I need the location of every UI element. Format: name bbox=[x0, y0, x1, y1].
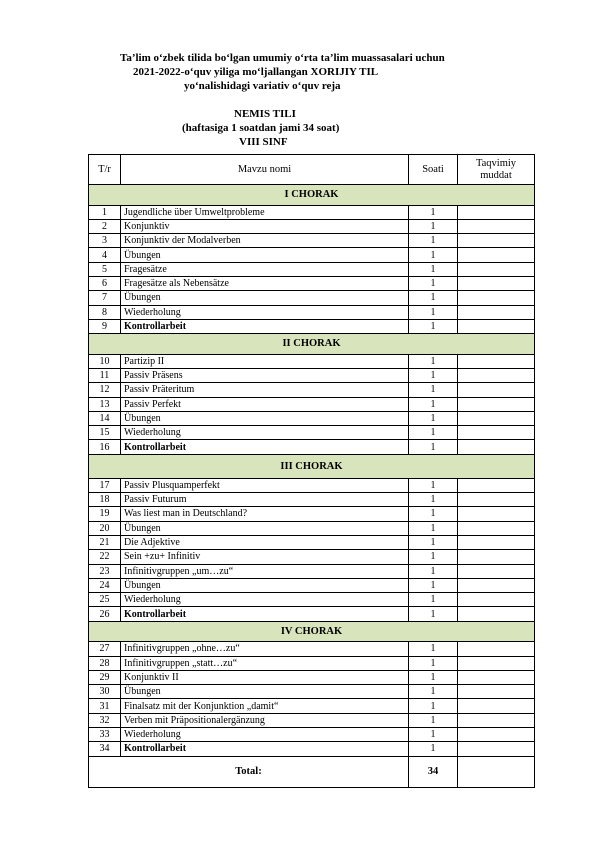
row-number: 22 bbox=[89, 550, 121, 564]
table-row bbox=[89, 478, 535, 492]
table-row bbox=[89, 670, 535, 684]
header-line-3: yo‘nalishidagi variativ o‘quv reja bbox=[184, 80, 341, 92]
row-number: 25 bbox=[89, 593, 121, 607]
table-row bbox=[89, 248, 535, 262]
section-header-row bbox=[89, 621, 535, 642]
total-value: 34 bbox=[409, 756, 458, 787]
row-hours: 1 bbox=[409, 305, 458, 319]
table-row bbox=[89, 368, 535, 382]
row-topic: Kontrollarbeit bbox=[121, 607, 409, 621]
row-number: 6 bbox=[89, 276, 121, 290]
row-number: 5 bbox=[89, 262, 121, 276]
row-topic: Passiv Futurum bbox=[121, 493, 409, 507]
row-date bbox=[458, 607, 535, 621]
row-topic: Wiederholung bbox=[121, 426, 409, 440]
row-number: 21 bbox=[89, 535, 121, 549]
row-hours: 1 bbox=[409, 685, 458, 699]
row-hours: 1 bbox=[409, 656, 458, 670]
subject-title: NEMIS TILI bbox=[234, 108, 296, 120]
row-number: 1 bbox=[89, 205, 121, 219]
row-date bbox=[458, 493, 535, 507]
total-label: Total: bbox=[89, 756, 409, 787]
header-hours: Soati bbox=[409, 155, 458, 185]
row-hours: 1 bbox=[409, 368, 458, 382]
table-row bbox=[89, 426, 535, 440]
table-row bbox=[89, 656, 535, 670]
row-hours: 1 bbox=[409, 248, 458, 262]
row-date bbox=[458, 219, 535, 233]
row-hours: 1 bbox=[409, 728, 458, 742]
row-number: 32 bbox=[89, 713, 121, 727]
row-hours: 1 bbox=[409, 493, 458, 507]
row-topic: Übungen bbox=[121, 291, 409, 305]
row-date bbox=[458, 670, 535, 684]
table-row bbox=[89, 535, 535, 549]
row-topic: Wiederholung bbox=[121, 305, 409, 319]
row-topic: Übungen bbox=[121, 685, 409, 699]
header-num: T/r bbox=[89, 155, 121, 185]
row-number: 24 bbox=[89, 578, 121, 592]
row-date bbox=[458, 642, 535, 656]
row-date bbox=[458, 478, 535, 492]
table-row bbox=[89, 440, 535, 454]
grade-title: VIII SINF bbox=[239, 136, 288, 148]
row-topic: Wiederholung bbox=[121, 593, 409, 607]
row-number: 28 bbox=[89, 656, 121, 670]
row-hours: 1 bbox=[409, 713, 458, 727]
row-hours: 1 bbox=[409, 507, 458, 521]
row-number: 29 bbox=[89, 670, 121, 684]
row-hours: 1 bbox=[409, 564, 458, 578]
curriculum-table bbox=[88, 154, 535, 788]
row-hours: 1 bbox=[409, 426, 458, 440]
table-row bbox=[89, 685, 535, 699]
section-title: IV CHORAK bbox=[89, 621, 535, 642]
table-row bbox=[89, 234, 535, 248]
table-row bbox=[89, 219, 535, 233]
table-header-row bbox=[89, 155, 535, 185]
row-topic: Wiederholung bbox=[121, 728, 409, 742]
row-topic: Konjunktiv bbox=[121, 219, 409, 233]
row-number: 4 bbox=[89, 248, 121, 262]
header-line-2: 2021-2022-o‘quv yiliga mo‘ljallangan XORIJIY TIL bbox=[133, 66, 379, 78]
row-hours: 1 bbox=[409, 354, 458, 368]
row-topic: Konjunktiv der Modalverben bbox=[121, 234, 409, 248]
row-date bbox=[458, 248, 535, 262]
table-row bbox=[89, 564, 535, 578]
row-number: 13 bbox=[89, 397, 121, 411]
section-header-row bbox=[89, 185, 535, 206]
row-date bbox=[458, 713, 535, 727]
table-row bbox=[89, 642, 535, 656]
row-hours: 1 bbox=[409, 642, 458, 656]
row-topic: Verben mit Präpositionalergänzung bbox=[121, 713, 409, 727]
row-date bbox=[458, 593, 535, 607]
row-topic: Passiv Perfekt bbox=[121, 397, 409, 411]
row-number: 33 bbox=[89, 728, 121, 742]
row-number: 10 bbox=[89, 354, 121, 368]
section-title: III CHORAK bbox=[89, 454, 535, 478]
row-topic: Übungen bbox=[121, 248, 409, 262]
row-hours: 1 bbox=[409, 411, 458, 425]
table-row bbox=[89, 354, 535, 368]
table-row bbox=[89, 578, 535, 592]
table-row bbox=[89, 383, 535, 397]
header-topic: Mavzu nomi bbox=[121, 155, 409, 185]
row-number: 23 bbox=[89, 564, 121, 578]
row-date bbox=[458, 411, 535, 425]
row-hours: 1 bbox=[409, 319, 458, 333]
header-date: Taqvimiy muddat bbox=[458, 155, 535, 185]
row-date bbox=[458, 742, 535, 756]
row-date bbox=[458, 305, 535, 319]
table-row bbox=[89, 550, 535, 564]
row-hours: 1 bbox=[409, 397, 458, 411]
row-topic: Kontrollarbeit bbox=[121, 440, 409, 454]
table-row bbox=[89, 291, 535, 305]
row-hours: 1 bbox=[409, 478, 458, 492]
row-number: 26 bbox=[89, 607, 121, 621]
table-row bbox=[89, 276, 535, 290]
row-topic: Infinitivgruppen „ohne…zu“ bbox=[121, 642, 409, 656]
row-date bbox=[458, 262, 535, 276]
row-number: 30 bbox=[89, 685, 121, 699]
table-row bbox=[89, 742, 535, 756]
row-number: 3 bbox=[89, 234, 121, 248]
row-topic: Infinitivgruppen „statt…zu“ bbox=[121, 656, 409, 670]
row-hours: 1 bbox=[409, 742, 458, 756]
table-row bbox=[89, 262, 535, 276]
section-header-row bbox=[89, 454, 535, 478]
row-number: 18 bbox=[89, 493, 121, 507]
table-row bbox=[89, 205, 535, 219]
table-row bbox=[89, 305, 535, 319]
row-date bbox=[458, 521, 535, 535]
row-topic: Fragesätze als Nebensätze bbox=[121, 276, 409, 290]
row-hours: 1 bbox=[409, 535, 458, 549]
table-row bbox=[89, 397, 535, 411]
table-row bbox=[89, 521, 535, 535]
row-topic: Kontrollarbeit bbox=[121, 742, 409, 756]
table-row bbox=[89, 607, 535, 621]
row-hours: 1 bbox=[409, 607, 458, 621]
document-header bbox=[0, 52, 596, 152]
total-row bbox=[89, 756, 535, 787]
row-hours: 1 bbox=[409, 593, 458, 607]
row-hours: 1 bbox=[409, 219, 458, 233]
table-row bbox=[89, 507, 535, 521]
table-row bbox=[89, 699, 535, 713]
row-date bbox=[458, 578, 535, 592]
table-row bbox=[89, 319, 535, 333]
row-hours: 1 bbox=[409, 262, 458, 276]
row-number: 16 bbox=[89, 440, 121, 454]
row-number: 31 bbox=[89, 699, 121, 713]
row-topic: Übungen bbox=[121, 521, 409, 535]
hours-note: (haftasiga 1 soatdan jami 34 soat) bbox=[182, 122, 340, 134]
row-date bbox=[458, 319, 535, 333]
row-number: 17 bbox=[89, 478, 121, 492]
row-number: 8 bbox=[89, 305, 121, 319]
total-date-cell bbox=[458, 756, 535, 787]
row-date bbox=[458, 397, 535, 411]
row-topic: Partizip II bbox=[121, 354, 409, 368]
row-hours: 1 bbox=[409, 670, 458, 684]
row-date bbox=[458, 728, 535, 742]
row-topic: Passiv Präteritum bbox=[121, 383, 409, 397]
row-date bbox=[458, 550, 535, 564]
row-topic: Infinitivgruppen „um…zu“ bbox=[121, 564, 409, 578]
row-date bbox=[458, 276, 535, 290]
row-topic: Konjunktiv II bbox=[121, 670, 409, 684]
row-date bbox=[458, 656, 535, 670]
table-row bbox=[89, 593, 535, 607]
row-topic: Übungen bbox=[121, 578, 409, 592]
row-topic: Passiv Präsens bbox=[121, 368, 409, 382]
row-hours: 1 bbox=[409, 550, 458, 564]
row-date bbox=[458, 685, 535, 699]
row-topic: Passiv Plusquamperfekt bbox=[121, 478, 409, 492]
row-hours: 1 bbox=[409, 699, 458, 713]
row-topic: Sein +zu+ Infinitiv bbox=[121, 550, 409, 564]
row-number: 20 bbox=[89, 521, 121, 535]
row-date bbox=[458, 354, 535, 368]
row-hours: 1 bbox=[409, 440, 458, 454]
row-topic: Finalsatz mit der Konjunktion „damit“ bbox=[121, 699, 409, 713]
row-topic: Jugendliche über Umweltprobleme bbox=[121, 205, 409, 219]
row-date bbox=[458, 699, 535, 713]
table-row bbox=[89, 713, 535, 727]
row-date bbox=[458, 205, 535, 219]
row-number: 27 bbox=[89, 642, 121, 656]
row-date bbox=[458, 440, 535, 454]
row-hours: 1 bbox=[409, 383, 458, 397]
table-row bbox=[89, 411, 535, 425]
row-number: 19 bbox=[89, 507, 121, 521]
row-number: 11 bbox=[89, 368, 121, 382]
row-date bbox=[458, 426, 535, 440]
row-topic: Übungen bbox=[121, 411, 409, 425]
row-date bbox=[458, 507, 535, 521]
row-hours: 1 bbox=[409, 276, 458, 290]
row-number: 9 bbox=[89, 319, 121, 333]
table-row bbox=[89, 728, 535, 742]
row-date bbox=[458, 368, 535, 382]
header-line-1: Ta’lim o‘zbek tilida bo‘lgan umumiy o‘rta ta’lim muassasalari uchun bbox=[120, 52, 445, 64]
table-body bbox=[89, 185, 535, 757]
section-title: II CHORAK bbox=[89, 334, 535, 355]
row-date bbox=[458, 535, 535, 549]
row-date bbox=[458, 383, 535, 397]
row-hours: 1 bbox=[409, 234, 458, 248]
row-hours: 1 bbox=[409, 291, 458, 305]
row-topic: Was liest man in Deutschland? bbox=[121, 507, 409, 521]
section-header-row bbox=[89, 334, 535, 355]
row-number: 2 bbox=[89, 219, 121, 233]
row-date bbox=[458, 564, 535, 578]
row-number: 12 bbox=[89, 383, 121, 397]
row-topic: Die Adjektive bbox=[121, 535, 409, 549]
row-date bbox=[458, 234, 535, 248]
row-hours: 1 bbox=[409, 521, 458, 535]
row-topic: Fragesätze bbox=[121, 262, 409, 276]
row-hours: 1 bbox=[409, 578, 458, 592]
row-number: 15 bbox=[89, 426, 121, 440]
section-title: I CHORAK bbox=[89, 185, 535, 206]
row-number: 7 bbox=[89, 291, 121, 305]
row-date bbox=[458, 291, 535, 305]
row-hours: 1 bbox=[409, 205, 458, 219]
row-number: 14 bbox=[89, 411, 121, 425]
table-row bbox=[89, 493, 535, 507]
row-number: 34 bbox=[89, 742, 121, 756]
row-topic: Kontrollarbeit bbox=[121, 319, 409, 333]
